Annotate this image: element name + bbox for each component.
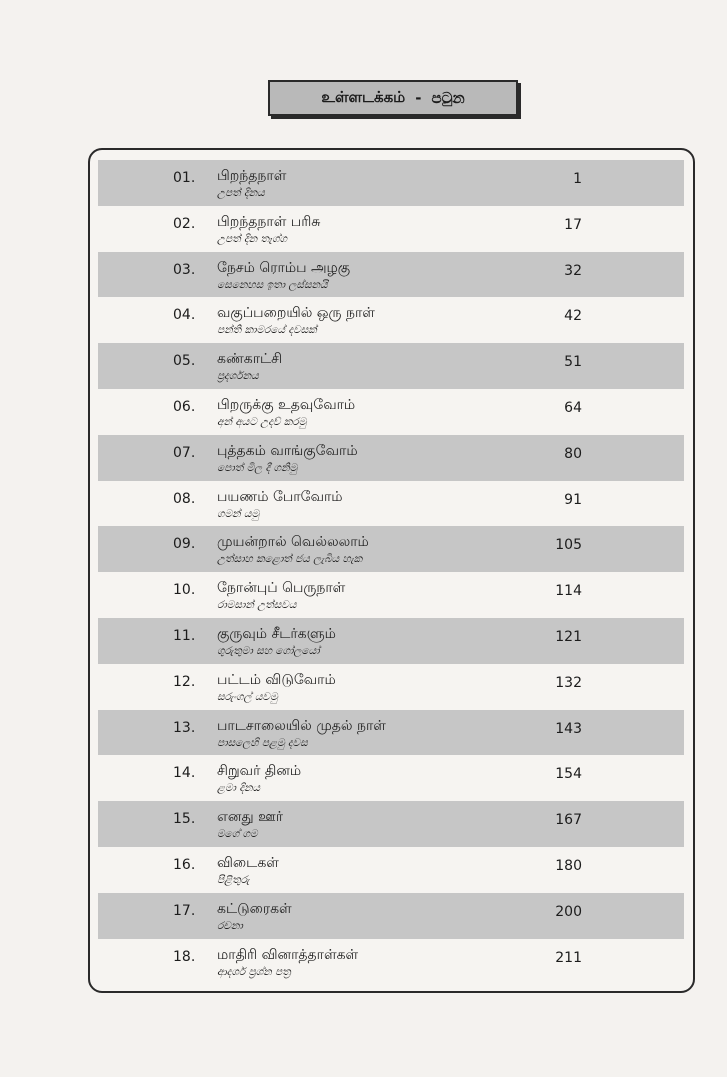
chapter-title-tamil: புத்தகம் வாங்குவோம் [217, 442, 358, 459]
chapter-number: 14. [173, 765, 196, 782]
toc-frame [88, 148, 695, 993]
chapter-title-tamil: பட்டம் விடுவோம் [217, 671, 336, 688]
chapter-number: 08. [173, 490, 196, 507]
chapter-number: 09. [173, 536, 196, 553]
chapter-number: 15. [173, 811, 196, 828]
toc-row [98, 160, 684, 206]
toc-row [98, 526, 684, 572]
chapter-title-sinhala: ළමා දිනය [217, 782, 261, 795]
toc-row [98, 206, 684, 252]
chapter-title-sinhala: රාමසාන් උත්සවය [217, 599, 297, 612]
chapter-number: 13. [173, 719, 196, 736]
chapter-title-sinhala: පාසලෙහි පළමු දවස [217, 736, 308, 749]
chapter-number: 05. [173, 353, 196, 370]
toc-row [98, 297, 684, 343]
chapter-number: 03. [173, 261, 196, 278]
title-sinhala: පටුන [431, 89, 465, 107]
chapter-title-sinhala: රචනා [217, 919, 243, 932]
page-number: 1 [573, 171, 582, 187]
chapter-title-tamil: விடைகள் [217, 854, 279, 871]
chapter-title-tamil: பயணம் போவோம் [217, 488, 343, 505]
page-number: 80 [564, 445, 582, 462]
chapter-title-sinhala: ආදර්ශ ප්‍රශ්න පත්‍ර [217, 965, 291, 978]
toc-list [98, 160, 684, 984]
toc-row [98, 572, 684, 618]
title-tamil: உள்ளடக்கம் [321, 88, 406, 106]
chapter-title-tamil: கட்டுரைகள் [217, 900, 292, 917]
toc-row [98, 252, 684, 298]
chapter-number: 01. [173, 170, 196, 186]
chapter-title-tamil: பாடசாலையில் முதல் நாள் [217, 717, 386, 734]
chapter-title-tamil: வகுப்பறையில் ஒரு நாள் [217, 305, 375, 322]
chapter-number: 02. [173, 215, 196, 232]
page-number: 64 [564, 399, 582, 416]
chapter-number: 12. [173, 673, 196, 690]
toc-row [98, 618, 684, 664]
chapter-title-tamil: நோன்புப் பெருநாள் [217, 580, 346, 597]
toc-row [98, 389, 684, 435]
chapter-number: 04. [173, 307, 196, 324]
chapter-title-sinhala: උපත් දිනය [217, 187, 265, 199]
page-number: 51 [564, 354, 582, 371]
toc-row [98, 664, 684, 710]
page-number: 105 [555, 537, 582, 554]
chapter-title-tamil: கண்காட்சி [217, 351, 283, 368]
chapter-title-sinhala: උත්සාහ කළොත් ජය ලැබිය හැක [217, 553, 363, 566]
chapter-title-sinhala: පොත් මිල දී ගනිමු [217, 461, 298, 474]
page-number: 143 [555, 720, 582, 737]
page-number: 121 [555, 628, 582, 645]
page-number: 132 [555, 674, 582, 691]
page-number: 42 [564, 308, 582, 325]
chapter-title-sinhala: මගේ ගම [217, 828, 258, 841]
chapter-title-sinhala: උපත් දින තෑග්ග [217, 232, 287, 245]
toc-row [98, 481, 684, 527]
chapter-number: 11. [173, 627, 196, 644]
chapter-title-tamil: முயன்றால் வெல்லலாம் [217, 534, 369, 551]
chapter-title-tamil: பிறருக்கு உதவுவோம் [217, 396, 356, 413]
chapter-number: 06. [173, 398, 196, 415]
chapter-number: 10. [173, 582, 196, 599]
page-number: 91 [564, 491, 582, 508]
chapter-number: 18. [173, 948, 196, 965]
chapter-title-sinhala: ප්‍රදර්ශනය [217, 370, 259, 383]
chapter-title-tamil: மாதிரி வினாத்தாள்கள் [217, 946, 359, 963]
title-separator: - [415, 89, 422, 107]
page-number: 167 [555, 812, 582, 829]
chapter-title-sinhala: සරුංගල් යවමු [217, 690, 278, 703]
chapter-title-sinhala: සෙනෙහස ඉතා ලස්සනයි [217, 278, 328, 291]
chapter-title-sinhala: පිළිතුරු [217, 873, 250, 886]
page-number: 32 [564, 262, 582, 279]
chapter-title-tamil: குருவும் சீடர்களும் [217, 625, 336, 642]
page-number: 154 [555, 766, 582, 783]
toc-row [98, 343, 684, 389]
chapter-title-sinhala: අන් අයට උදව් කරමු [217, 415, 307, 428]
page-number: 200 [555, 903, 582, 920]
page-number: 211 [555, 949, 582, 966]
chapter-title-tamil: பிறந்தநாள் [217, 168, 287, 184]
page-number: 114 [555, 583, 582, 600]
chapter-title-tamil: எனது ஊர் [217, 809, 284, 826]
chapter-title-tamil: சிறுவர் தினம் [217, 763, 302, 780]
page-number: 17 [564, 216, 582, 233]
chapter-title-sinhala: ගුරුතුමා සහ ගෝලයෝ [217, 644, 320, 657]
toc-row [98, 755, 684, 801]
page-number: 180 [555, 857, 582, 874]
toc-row [98, 435, 684, 481]
chapter-title-tamil: நேசம் ரொம்ப அழகு [217, 259, 351, 276]
chapter-title-sinhala: ගමන් යමු [217, 507, 260, 520]
toc-row [98, 801, 684, 847]
chapter-title-sinhala: පන්ති කාමරයේ දවසක් [217, 324, 317, 337]
toc-row [98, 847, 684, 893]
chapter-number: 07. [173, 444, 196, 461]
chapter-number: 17. [173, 902, 196, 919]
chapter-number: 16. [173, 856, 196, 873]
toc-row [98, 710, 684, 756]
toc-row [98, 893, 684, 939]
toc-row [98, 939, 684, 985]
toc-title-box [268, 80, 518, 116]
chapter-title-tamil: பிறந்தநாள் பரிசு [217, 213, 321, 230]
